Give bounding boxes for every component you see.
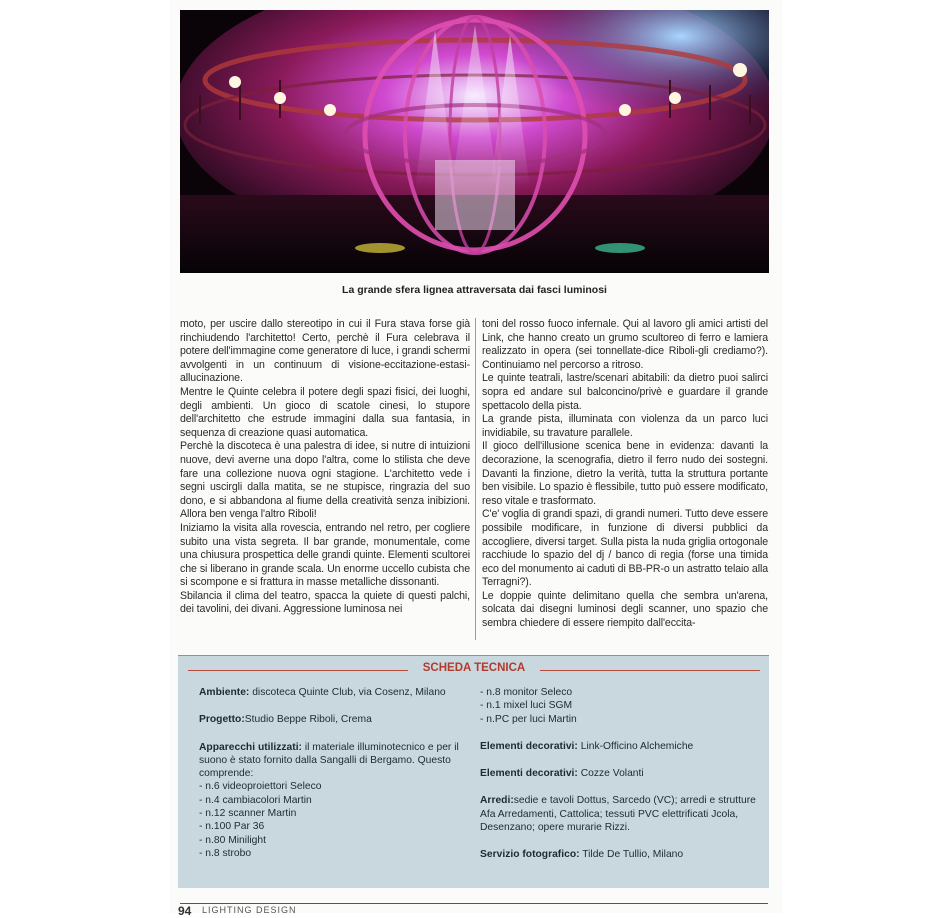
equipment-item: - n.6 videoproiettori Seleco bbox=[199, 781, 322, 793]
photo-caption: La grande sfera lignea attraversata dai fasci luminosi bbox=[342, 284, 607, 296]
scheda-title: SCHEDA TECNICA bbox=[422, 662, 526, 674]
article-column-right bbox=[482, 318, 768, 631]
article-paragraph: toni del rosso fuoco infernale. Qui al lavoro gli amici artisti del Link, che hanno creato un grumo scultoreo di ferro e lamiera realizzato in opera (sei tonnellate-dice Riboli-gli crediamo?). Continuiamo nel percorso a ritroso. bbox=[482, 318, 768, 371]
scheda-value: Tilde De Tullio, Milano bbox=[579, 849, 684, 861]
article-paragraph: La grande pista, illuminata con violenza da un parco luci invidiabile, su travature parallele. bbox=[482, 413, 768, 439]
scheda-label: Elementi decorativi: bbox=[480, 740, 578, 752]
scheda-column-right bbox=[480, 686, 758, 876]
scheda-label: Servizio fotografico: bbox=[480, 849, 580, 861]
scheda-value: Link-Officino Alchemiche bbox=[577, 740, 694, 752]
equipment-item: - n.8 strobo bbox=[199, 847, 252, 859]
equipment-item: - n.8 monitor Seleco bbox=[480, 687, 573, 698]
scheda-tecnica-box bbox=[178, 655, 769, 888]
scheda-value: il materiale illuminotecnico e per il suono è stato fornito dalla Sangalli di Bergamo. Questo comprende: bbox=[199, 741, 459, 780]
scheda-value: Cozze Volanti bbox=[577, 768, 644, 780]
scheda-progetto bbox=[199, 713, 469, 726]
scheda-label: Progetto: bbox=[199, 714, 245, 726]
scheda-value: discoteca Quinte Club, via Cosenz, Milano bbox=[249, 687, 446, 698]
column-divider bbox=[475, 318, 476, 640]
article-paragraph: moto, per uscire dallo stereotipo in cui il Fura stava forse già rinchiudendo l'architetto! Certo, perchè il Fura celebrava il potere dell'immagine come generatore di luce, i grandi schermi avvolgenti in un continuum di visione-eccitazione-estasi-allucinazione. bbox=[180, 318, 470, 385]
scheda-decorativi-2 bbox=[480, 767, 758, 780]
title-rule-left bbox=[188, 670, 408, 671]
scheda-label: Ambiente: bbox=[199, 687, 250, 698]
equipment-item: - n.80 Minilight bbox=[199, 834, 266, 846]
equipment-item: - n.1 mixel luci SGM bbox=[480, 700, 573, 712]
article-paragraph: Perchè la discoteca è una palestra di idee, si nutre di intuizioni nuove, devi averne una dopo l'altra, come lo stilista che deve fare una collezione nuova ogni stagione. L'architetto vede i segni uscirgli dalla matita, se ne stupisce, ringrazia del suo dono, e si abbandona al fiume della creatività senza inibizioni. Allora ben venga l'altro Riboli! bbox=[180, 440, 470, 521]
scheda-label: Arredi: bbox=[480, 795, 514, 807]
scheda-value: sedie e tavoli Dottus, Sarcedo (VC); arredi e strutture Afa Arredamenti, Cattolica; tessuti PVC elettrificati Jcola, Desenzano; opere murarie Rizzi. bbox=[480, 795, 756, 834]
article-paragraph: Sbilancia il clima del teatro, spacca la quiete di questi palchi, dei tavolini, dei divani. Aggressione luminosa nei bbox=[180, 589, 470, 616]
article-column-left bbox=[180, 318, 470, 617]
scheda-apparecchi bbox=[199, 741, 469, 861]
equipment-item: - n.PC per luci Martin bbox=[480, 713, 577, 725]
article-paragraph: Mentre le Quinte celebra il potere degli spazi fisici, dei luoghi, degli ambienti. Un gioco di scatole cinesi, lo stupore dell'architetto che estrude immagini dalla sua fantasia, in sequenza di creazione quasi automatica. bbox=[180, 385, 470, 439]
scheda-foto bbox=[480, 848, 758, 861]
scheda-decorativi-1 bbox=[480, 740, 758, 753]
scheda-label: Elementi decorativi: bbox=[480, 768, 578, 780]
scheda-ambiente bbox=[199, 686, 469, 699]
scheda-arredi bbox=[480, 794, 758, 834]
running-head: LIGHTING DESIGN bbox=[202, 905, 297, 915]
footer-rule bbox=[180, 903, 768, 904]
article-paragraph: C'e' voglia di grandi spazi, di grandi numeri. Tutto deve essere possibile modificare, in funzione di diversi pubblici da accogliere, diversi target. Sulla pista la nuda griglia ortogonale racchiude lo spazio del dj / banco di regia (forse una timida eco del monumento ai caduti di BB-PR-o un astratto telaio alla Terragni?). bbox=[482, 508, 768, 589]
equipment-item: - n.100 Par 36 bbox=[199, 821, 265, 833]
article-paragraph: Le quinte teatrali, lastre/scenari abitabili: da dietro puoi salirci sopra ed andare sul balconcino/privè e guardare il grande spettacolo della pista. bbox=[482, 372, 768, 412]
page-number: 94 bbox=[178, 904, 192, 918]
scheda-column-left bbox=[199, 686, 469, 874]
article-paragraph: Iniziamo la visita alla rovescia, entrando nel retro, per cogliere subito una vista segreta. Il bar grande, monumentale, come una chiusura prospettica delle grandi quinte. Elementi scultorei che si liberano in grande scala. Un enorme uccello cubista che si scompone e si frattura in masse metalliche dissonanti. bbox=[180, 521, 470, 589]
club-photo bbox=[180, 10, 769, 273]
article-paragraph: Le doppie quinte delimitano quella che sembra un'arena, solcata dai disegni luminosi degli scanner, uno spazio che sembra chiedere di essere riempito dall'eccita- bbox=[482, 589, 768, 630]
equipment-item: - n.12 scanner Martin bbox=[199, 808, 297, 820]
equipment-item: - n.4 cambiacolori Martin bbox=[199, 794, 312, 806]
title-rule-right bbox=[540, 670, 760, 671]
article-paragraph: Il gioco dell'illusione scenica bene in evidenza: davanti la decorazione, la scenografia, dietro il ferro nudo dei sostegni. Davanti la finzione, dietro la verità, tutta la struttura portante ben visibile. Lo spazio è flessibile, tutto può essere modificato, reso vitale e trasformato. bbox=[482, 440, 768, 507]
scheda-label: Apparecchi utilizzati: bbox=[199, 741, 302, 753]
scheda-apparecchi-cont bbox=[480, 686, 758, 726]
club-photo-image bbox=[180, 10, 769, 273]
scheda-value: Studio Beppe Riboli, Crema bbox=[244, 714, 372, 726]
